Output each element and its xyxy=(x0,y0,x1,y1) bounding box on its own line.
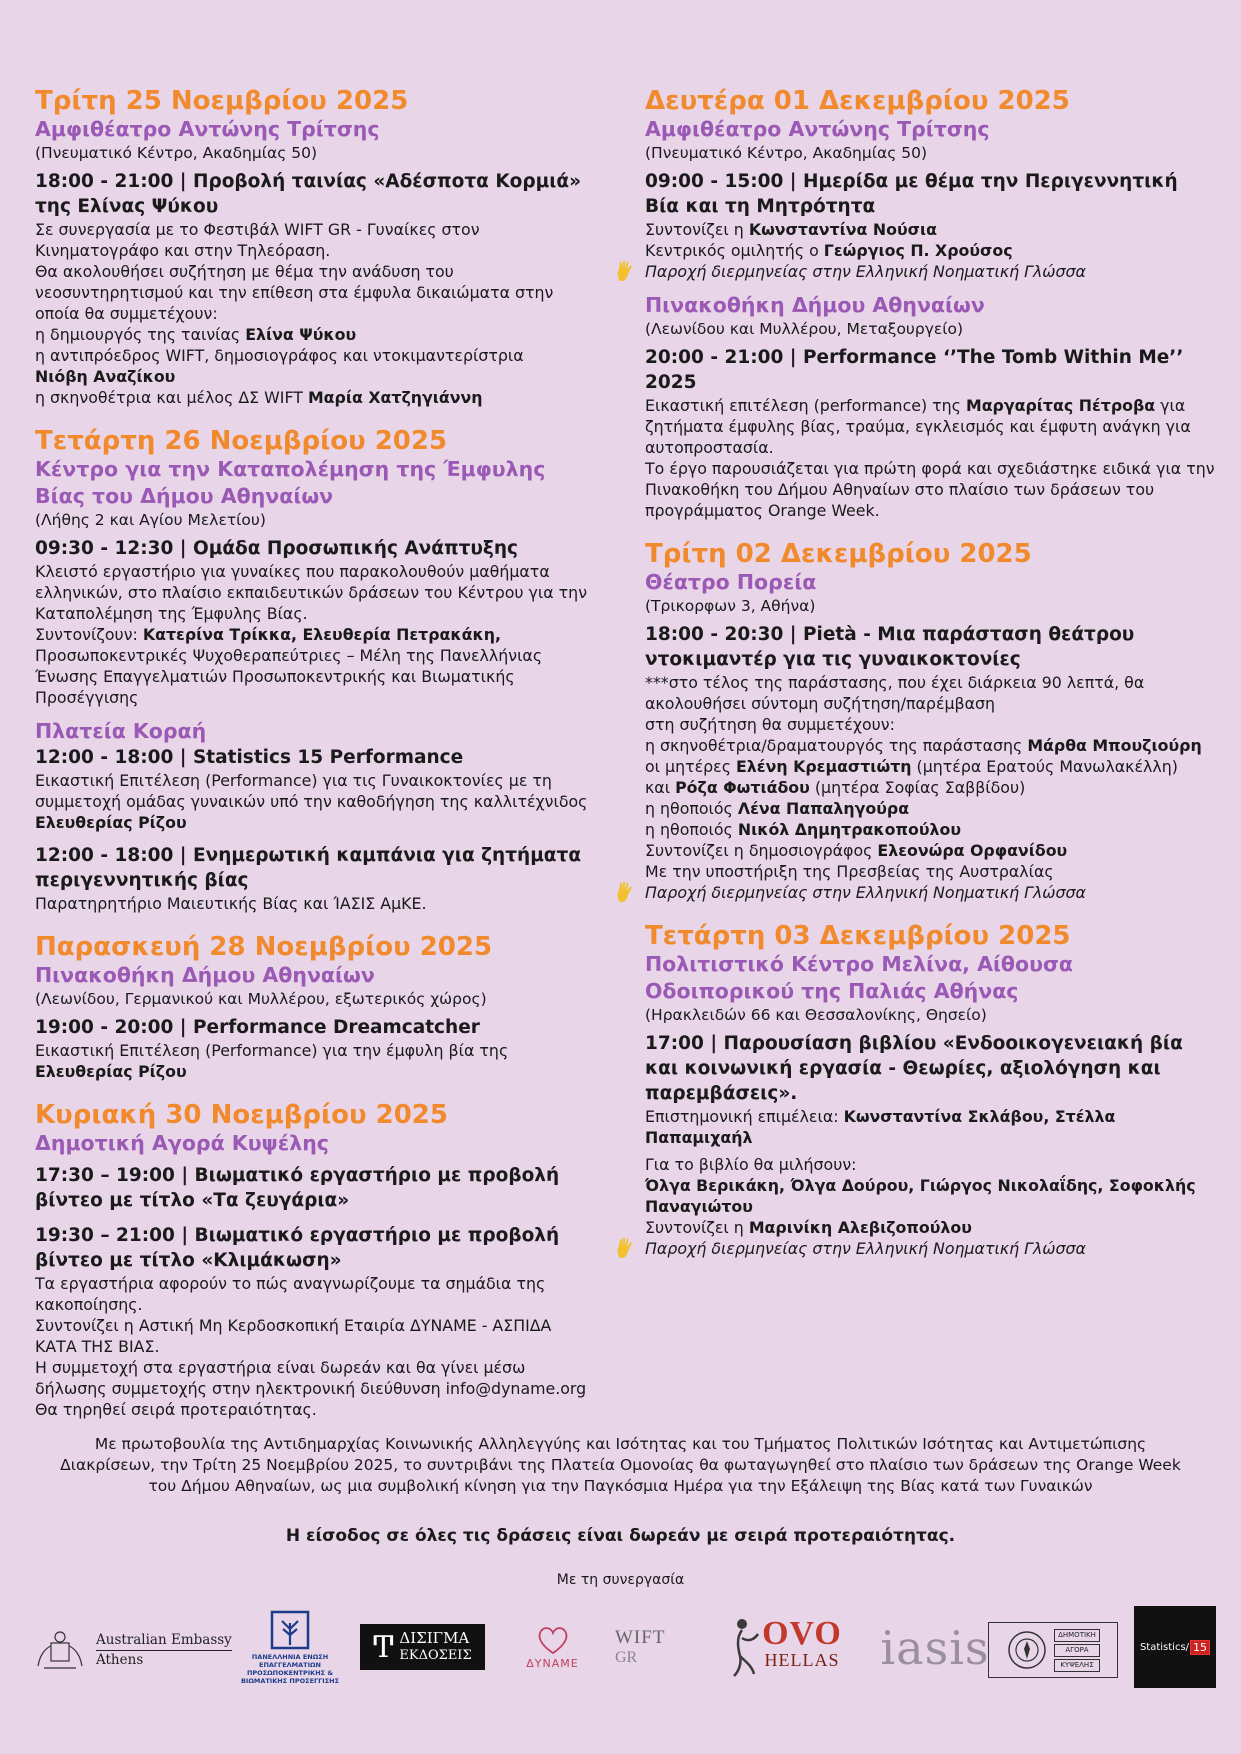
event-desc: Εικαστική Επιτέλεση (Performance) για την έμφυλη βία της xyxy=(35,1041,509,1060)
section-sun-30 xyxy=(35,1100,595,1420)
event-desc: Κλειστό εργαστήριο για γυναίκες που παρακολουθούν μαθήματα ελληνικών, στο πλαίσιο εκπαιδευτικών δράσεων του Κέντρου για την Καταπολέμηση της Έμφυλης Βίας. xyxy=(35,562,588,623)
disigma-logo xyxy=(360,1624,485,1670)
event-desc: Εικαστική Επιτέλεση (Performance) για τις Γυναικοκτονίες με τη συμμετοχή ομάδας γυναικών υπό την καθοδήγηση της καλλιτέχνιδος Ελευθερίας Ρίζου xyxy=(35,771,588,832)
venue-address: (Λήθης 2 και Αγίου Μελετίου) xyxy=(35,511,266,529)
partner-logos xyxy=(30,1606,1216,1688)
event-desc: Θα τηρηθεί σειρά προτεραιότητας. xyxy=(35,1400,317,1419)
event-desc: η ηθοποιός Λένα Παπαληγούρα xyxy=(645,799,910,818)
date-heading: Τετάρτη 26 Νοεμβρίου 2025 xyxy=(35,426,448,456)
pan-hellenic-union-logo xyxy=(240,1606,340,1688)
section-tue-25 xyxy=(35,86,595,408)
section-wed-26 xyxy=(35,426,595,914)
disigma-sub: ΕΚΔΟΣΕΙΣ xyxy=(399,1648,472,1663)
event-title: 12:00 - 18:00 | Ενημερωτική καμπάνια για ζητήματα περιγεννητικής βίας xyxy=(35,845,582,891)
sign-language-note: Παροχή διερμηνείας στην Ελληνική Νοηματική Γλώσσα xyxy=(645,261,1215,282)
sign-language-icon xyxy=(613,1236,637,1260)
embassy-name: Australian Embassy xyxy=(96,1631,232,1651)
event-desc: Εικαστική επιτέλεση (performance) της Μαργαρίτας Πέτροβα για ζητήματα έμφυλης βίας, τραύμα, εγκλεισμός και έμφυτη ανάγκη για αυτοπροστασία. xyxy=(645,396,1191,457)
sign-language-note: Παροχή διερμηνείας στην Ελληνική Νοηματική Γλώσσα xyxy=(645,882,1215,903)
venue-address: (Ηρακλειδών 66 και Θεσσαλονίκης, Θησείο) xyxy=(645,1006,987,1024)
event-desc: Συντονίζει η Κωνσταντίνα Νούσια xyxy=(645,220,937,239)
coat-of-arms-icon xyxy=(30,1628,90,1672)
event-desc: ***στο τέλος της παράστασης, που έχει διάρκεια 90 λεπτά, θα ακολουθήσει σύντομη συζήτηση/παρέμβαση xyxy=(645,673,1145,713)
ovo-sub: HELLAS xyxy=(764,1650,840,1670)
date-heading: Τετάρτη 03 Δεκεμβρίου 2025 xyxy=(645,921,1071,951)
event-title: 09:30 - 12:30 | Ομάδα Προσωπικής Ανάπτυξης xyxy=(35,538,518,559)
disigma-mark-icon: Ͳ xyxy=(373,1629,394,1665)
agora-line2: ΑΓΟΡΑ xyxy=(1054,1644,1100,1657)
event-title: 17:30 – 19:00 | Βιωματικό εργαστήριο με προβολή βίντεο με τίτλο «Τα ζευγάρια» xyxy=(35,1165,560,1211)
venue-heading: Πλατεία Κοραή xyxy=(35,719,207,743)
free-entry-note: Η είσοδος σε όλες τις δράσεις είναι δωρεάν με σειρά προτεραιότητας. xyxy=(285,1526,956,1546)
venue-heading: Πινακοθήκη Δήμου Αθηναίων xyxy=(645,293,985,317)
iasis-logo xyxy=(870,1618,1000,1678)
agora-line1: ΔΗΜΟΤΙΚΗ xyxy=(1054,1629,1100,1642)
event-title: 12:00 - 18:00 | Statistics 15 Performance xyxy=(35,747,464,768)
sign-language-icon xyxy=(613,259,637,283)
event-title: 18:00 - 20:30 | Pietà - Μια παράσταση θεάτρου ντοκιμαντέρ για τις γυναικοκτονίες xyxy=(645,624,1135,670)
event-desc: Νιόβη Αναζίκου xyxy=(35,367,176,386)
australian-embassy-logo xyxy=(30,1626,235,1674)
event-desc: Για το βιβλίο θα μιλήσουν: xyxy=(645,1155,857,1174)
date-heading: Δευτέρα 01 Δεκεμβρίου 2025 xyxy=(645,86,1070,116)
event-desc: Όλγα Βερικάκη, Όλγα Δούρου, Γιώργος Νικολαΐδης, Σοφοκλής Παναγιώτου xyxy=(645,1176,1196,1216)
event-title: 20:00 - 21:00 | Performance ‘’The Tomb Within Me’’ 2025 xyxy=(645,347,1184,393)
event-desc: στη συζήτηση θα συμμετέχουν: xyxy=(645,715,895,734)
event-title: 18:00 - 21:00 | Προβολή ταινίας «Αδέσποτα Κορμιά» της Ελίνας Ψύκου xyxy=(35,171,582,217)
event-desc: Συντονίζει η Αστική Μη Κερδοσκοπική Εταιρία ΔΥΝΑΜΕ - ΑΣΠΙΔΑ ΚΑΤΑ ΤΗΣ ΒΙΑΣ. xyxy=(35,1316,552,1356)
event-title: 17:00 | Παρουσίαση βιβλίου «Ενδοοικογενειακή βία και κοινωνική εργασία - Θεωρίες, αξιολόγηση και παρεμβάσεις». xyxy=(645,1033,1183,1104)
section-tue-02 xyxy=(645,539,1215,903)
venue-heading: Αμφιθέατρο Αντώνης Τρίτσης xyxy=(645,117,990,141)
statistics-15-logo xyxy=(1134,1606,1216,1688)
event-desc: Σε συνεργασία με το Φεστιβάλ WIFT GR - Γυναίκες στον Κινηματογράφο και στην Τηλεόραση. xyxy=(35,220,480,260)
agora-line3: ΚΥΨΕΛΗΣ xyxy=(1054,1659,1100,1672)
disigma-name: ΔΙΣΙΓΜΑ xyxy=(399,1629,470,1647)
statistics-name: Statistics/ xyxy=(1139,1641,1190,1653)
right-column xyxy=(645,86,1215,1277)
venue-address: (Πνευματικό Κέντρο, Ακαδημίας 50) xyxy=(645,144,927,162)
event-desc: η ηθοποιός Νικόλ Δημητρακοπούλου xyxy=(645,820,961,839)
event-desc: Κεντρικός ομιλητής ο Γεώργιος Π. Χρούσος xyxy=(645,241,1013,260)
sign-language-note: Παροχή διερμηνείας στην Ελληνική Νοηματική Γλώσσα xyxy=(645,1238,1215,1259)
event-desc: η σκηνοθέτρια και μέλος ΔΣ WIFT Μαρία Χατζηγιάννη xyxy=(35,388,483,407)
venue-address: (Τρικορφων 3, Αθήνα) xyxy=(645,597,816,615)
union-name: ΠΑΝΕΛΛΗΝΙΑ ΕΝΩΣΗ ΕΠΑΓΓΕΛΜΑΤΙΩΝ ΠΡΟΣΩΠΟΚΕΝΤΡΙΚΗΣ & ΒΙΩΜΑΤΙΚΗΣ ΠΡΟΣΕΓΓΙΣΗΣ xyxy=(240,1653,340,1685)
venue-heading: Κέντρο για την Καταπολέμηση της Έμφυλης Βίας του Δήμου Αθηναίων xyxy=(35,457,546,508)
ovo-name: OVO xyxy=(762,1615,842,1652)
section-mon-01 xyxy=(645,86,1215,521)
municipality-seal-icon xyxy=(1006,1629,1048,1671)
left-column xyxy=(35,86,595,1438)
date-heading: Τρίτη 02 Δεκεμβρίου 2025 xyxy=(645,539,1032,569)
event-desc: και Ρόζα Φωτιάδου (μητέρα Σοφίας Σαββίδου) xyxy=(645,778,1026,797)
event-desc: Με την υποστήριξη της Πρεσβείας της Αυστραλίας xyxy=(645,862,1054,881)
partner-label: Με τη συνεργασία xyxy=(556,1572,685,1588)
statistics-number: 15 xyxy=(1190,1640,1210,1655)
event-desc: Συντονίζουν: Κατερίνα Τρίκκα, Ελευθερία Πετρακάκη, Προσωποκεντρικές Ψυχοθεραπεύτριες – Μέλη της Πανελλήνιας Ένωσης Επαγγελματιών Προσωποκεντρικής και Βιωματικής Προσέγγισης xyxy=(35,625,543,707)
date-heading: Παρασκευή 28 Νοεμβρίου 2025 xyxy=(35,932,493,962)
wift-name: WIFT xyxy=(615,1627,666,1648)
heart-logo-icon xyxy=(533,1623,573,1657)
sign-language-icon xyxy=(613,880,637,904)
event-desc: Τα εργαστήρια αφορούν το πώς αναγνωρίζουμε τα σημάδια της κακοποίησης. xyxy=(35,1274,546,1314)
wift-gr: GR xyxy=(615,1649,638,1666)
dimotiki-agora-logo xyxy=(988,1622,1118,1678)
venue-heading: Πολιτιστικό Κέντρο Μελίνα, Αίθουσα Οδοιπορικού της Παλιάς Αθήνας xyxy=(645,952,1073,1003)
event-desc: Συντονίζει η δημοσιογράφος Ελεονώρα Ορφανίδου xyxy=(645,841,1068,860)
event-desc: Θα ακολουθήσει συζήτηση με θέμα την ανάδυση του νεοσυντηρητισμού και την επίθεση στα έμφυλα δικαιώματα στην οποία θα συμμετέχουν: xyxy=(35,262,554,323)
venue-heading: Αμφιθέατρο Αντώνης Τρίτσης xyxy=(35,117,380,141)
venue-heading: Δημοτική Αγορά Κυψέλης xyxy=(35,1131,329,1155)
iasis-name: iasis xyxy=(880,1621,990,1675)
dyname-name: ΔΥΝΑΜΕ xyxy=(526,1656,579,1670)
event-desc: Η συμμετοχή στα εργαστήρια είναι δωρεάν και θα γίνει μέσω δήλωσης συμμετοχής στην ηλεκτρονική διεύθυνση info@dyname.org xyxy=(35,1358,587,1398)
wift-gr-logo xyxy=(615,1620,680,1674)
section-fri-28 xyxy=(35,932,595,1082)
date-heading: Κυριακή 30 Νοεμβρίου 2025 xyxy=(35,1100,448,1130)
event-desc: η αντιπρόεδρος WIFT, δημοσιογράφος και ντοκιμαντερίστρια xyxy=(35,346,524,365)
event-desc: Παρατηρητήριο Μαιευτικής Βίας και ΊΑΣΙΣ ΑμΚΕ. xyxy=(35,894,427,913)
event-desc: οι μητέρες Ελένη Κρεμαστιώτη (μητέρα Ερατούς Μανωλακέλλη) xyxy=(645,757,1178,776)
date-heading: Τρίτη 25 Νοεμβρίου 2025 xyxy=(35,86,409,116)
ovo-hellas-logo xyxy=(710,1612,860,1682)
event-desc: η δημιουργός της ταινίας Ελίνα Ψύκου xyxy=(35,325,357,344)
venue-address: (Πνευματικό Κέντρο, Ακαδημίας 50) xyxy=(35,144,317,162)
event-title: 09:00 - 15:00 | Ημερίδα με θέμα την Περιγεννητική Βία και τη Μητρότητα xyxy=(645,171,1178,217)
venue-heading: Θέατρο Πορεία xyxy=(645,570,817,594)
event-desc: Ελευθερίας Ρίζου xyxy=(35,1062,187,1081)
event-desc: Συντονίζει η Μαρινίκη Αλεβιζοπούλου xyxy=(645,1218,972,1237)
event-desc: Το έργο παρουσιάζεται για πρώτη φορά και σχεδιάστηκε ειδικά για την Πινακοθήκη του Δήμου Αθηναίων στο πλαίσιο των δράσεων του προγράμματος Orange Week. xyxy=(645,459,1215,520)
footer-note: Με πρωτοβουλία της Αντιδημαρχίας Κοινωνικής Αλληλεγγύης και Ισότητας και του Τμήματος Πολιτικών Ισότητας και Αντιμετώπισης Διακρίσεων, την Τρίτη 25 Νοεμβρίου 2025, το συντριβάνι της Πλατεία Ομονοίας θα φωταγωγηθεί στο πλαίσιο των δράσεων της Orange Week του Δήμου Αθηναίων, ως μια συμβολική κίνηση για την Παγκόσμια Ημέρα για την Εξάλειψη της Βίας κατά των Γυναικών xyxy=(60,1435,1181,1495)
dyname-logo xyxy=(510,1616,595,1676)
venue-heading: Πινακοθήκη Δήμου Αθηναίων xyxy=(35,963,375,987)
tree-logo-icon xyxy=(269,1609,311,1651)
event-title: 19:00 - 20:00 | Performance Dreamcatcher xyxy=(35,1017,480,1038)
event-desc: η σκηνοθέτρια/δραματουργός της παράστασης Μάρθα Μπουζιούρη xyxy=(645,736,1202,755)
section-wed-03 xyxy=(645,921,1215,1259)
event-desc: Επιστημονική επιμέλεια: Κωνσταντίνα Σκλάβου, Στέλλα Παπαμιχαήλ xyxy=(645,1107,1116,1147)
venue-address: (Λεωνίδου και Μυλλέρου, Μεταξουργείο) xyxy=(645,320,964,338)
venue-address: (Λεωνίδου, Γερμανικού και Μυλλέρου, εξωτερικός χώρος) xyxy=(35,990,487,1008)
event-title: 19:30 – 21:00 | Βιωματικό εργαστήριο με προβολή βίντεο με τίτλο «Κλιμάκωση» xyxy=(35,1225,560,1271)
figure-icon xyxy=(728,1616,762,1678)
embassy-city: Athens xyxy=(96,1651,144,1668)
